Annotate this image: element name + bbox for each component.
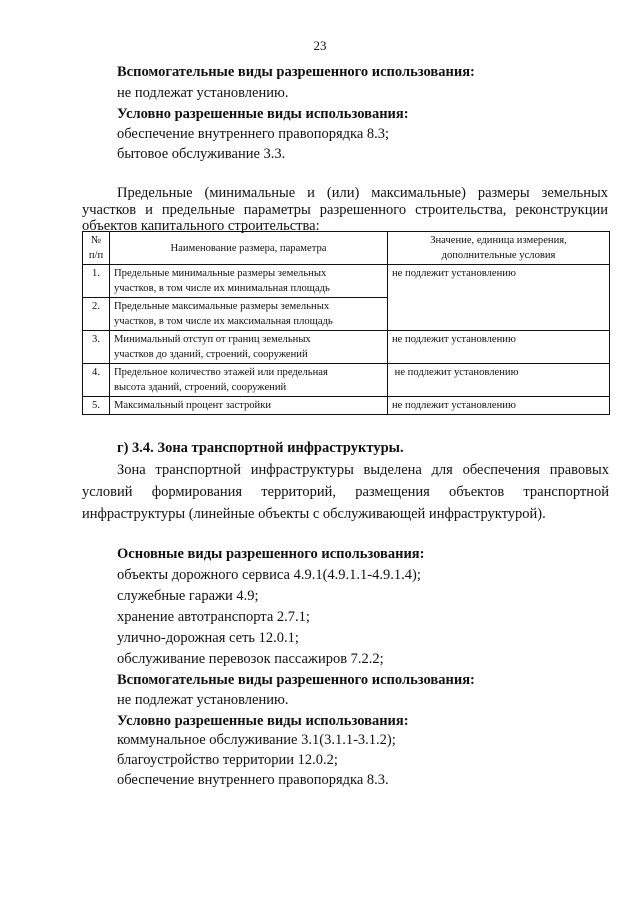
zone-paragraph-line: Зона транспортной инфраструктуры выделена для обеспечения правовых [117, 462, 609, 478]
conditional-use-item: коммунальное обслуживание 3.1(3.1.1-3.1.2); [117, 732, 396, 748]
conditional-use-item: обеспечение внутреннего правопорядка 8.3; [117, 126, 390, 142]
header-value-line: дополнительные условия [441, 250, 556, 261]
row-number: 4. [83, 364, 110, 397]
header-name: Наименование размера, параметра [110, 232, 388, 265]
row-name-line: участков, в том числе их минимальная площадь [114, 283, 330, 294]
row-name-line: Предельные максимальные размеры земельных [114, 301, 330, 312]
main-use-item: служебные гаражи 4.9; [117, 588, 259, 604]
row-value: не подлежит установлению [388, 331, 610, 364]
header-number-symbol: № [90, 235, 102, 246]
page-number: 23 [313, 38, 327, 53]
conditional-uses-heading: Условно разрешенные виды использования: [117, 106, 409, 122]
header-number [83, 232, 110, 265]
main-use-item: обслуживание перевозок пассажиров 7.2.2; [117, 651, 384, 667]
row-value: не подлежит установлению [388, 364, 610, 397]
row-name-line: Предельные минимальные размеры земельных [114, 268, 327, 279]
header-number-abbr: п/п [88, 250, 104, 261]
main-use-item: объекты дорожного сервиса 4.9.1(4.9.1.1-4.9.1.4); [117, 567, 421, 583]
main-uses-heading: Основные виды разрешенного использования: [117, 546, 425, 562]
row-name [110, 298, 388, 331]
aux-uses-text: не подлежат установлению. [117, 85, 289, 101]
row-number: 5. [83, 397, 110, 415]
main-use-item: улично-дорожная сеть 12.0.1; [117, 630, 299, 646]
row-name-line: участков, в том числе их максимальная площадь [114, 316, 333, 327]
zone-paragraph-line: инфраструктуры (линейные объекты с обслуживающей инфраструктурой). [82, 506, 546, 522]
row-name [110, 364, 388, 397]
parameters-table [82, 231, 610, 415]
conditional-use-item: обеспечение внутреннего правопорядка 8.3. [117, 772, 389, 788]
row-value: не подлежит установлению [388, 265, 610, 331]
zone-heading: г) 3.4. Зона транспортной инфраструктуры. [117, 440, 404, 456]
conditional-use-item: благоустройство территории 12.0.2; [117, 752, 338, 768]
table-row [83, 397, 610, 415]
row-name-line: Минимальный отступ от границ земельных [114, 334, 311, 345]
row-name [110, 265, 388, 298]
main-use-item: хранение автотранспорта 2.7.1; [117, 609, 310, 625]
row-number: 2. [83, 298, 110, 331]
table-header-row [83, 232, 610, 265]
table-row [83, 364, 610, 397]
aux-uses-heading: Вспомогательные виды разрешенного использования: [117, 64, 475, 80]
limits-paragraph-line: участков и предельные параметры разрешенного строительства, реконструкции [82, 202, 608, 218]
aux-uses-heading: Вспомогательные виды разрешенного использования: [117, 672, 475, 688]
table-row [83, 331, 610, 364]
limits-paragraph-line: Предельные (минимальные и (или) максимальные) размеры земельных [117, 185, 608, 201]
table-row [83, 265, 610, 298]
row-name-line: Предельное количество этажей или предельная [114, 367, 328, 378]
conditional-use-item: бытовое обслуживание 3.3. [117, 146, 286, 162]
limits-paragraph-line: объектов капитального строительства: [82, 218, 320, 234]
zone-paragraph-line: условий формирования территорий, размещения объектов транспортной [82, 484, 609, 500]
row-name-line: участков до зданий, строений, сооружений [114, 349, 308, 360]
row-name-line: высота зданий, строений, сооружений [114, 382, 287, 393]
header-value-line: Значение, единица измерения, [430, 235, 567, 246]
row-number: 3. [83, 331, 110, 364]
row-name [110, 331, 388, 364]
row-name: Максимальный процент застройки [110, 397, 388, 415]
conditional-uses-heading: Условно разрешенные виды использования: [117, 713, 409, 729]
header-value [388, 232, 610, 265]
row-value: не подлежит установлению [388, 397, 610, 415]
aux-uses-text: не подлежат установлению. [117, 692, 289, 708]
row-number: 1. [83, 265, 110, 298]
